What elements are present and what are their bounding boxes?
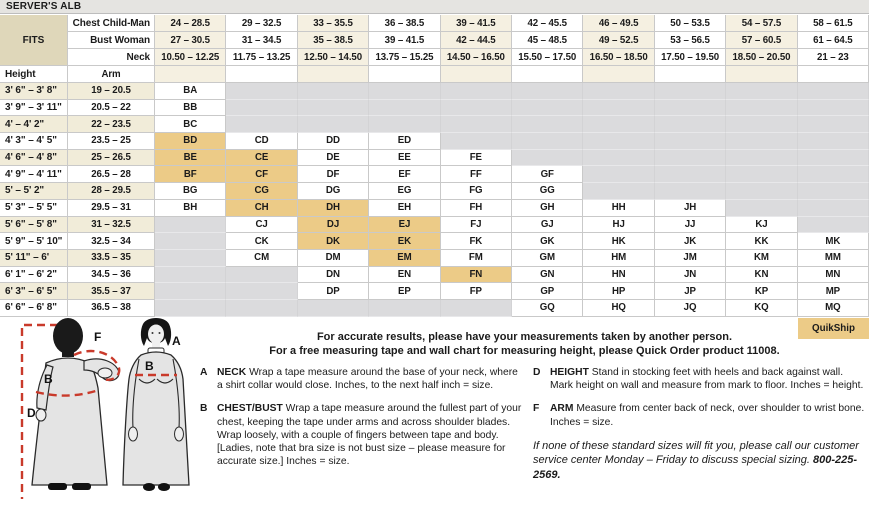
instruction-height — [533, 366, 865, 392]
page-title: SERVER'S ALB — [0, 0, 869, 14]
size-code-cell: FJ — [441, 217, 512, 234]
size-code-cell: GP — [512, 283, 583, 300]
empty-size-cell — [226, 116, 297, 133]
size-code-cell: DD — [298, 133, 369, 150]
empty-size-cell — [583, 133, 654, 150]
size-code-cell: KJ — [726, 217, 797, 234]
header-spacer-cell — [798, 66, 869, 83]
measure-header-row — [68, 15, 869, 32]
table-row — [0, 150, 869, 167]
size-code-cell: BA — [155, 83, 226, 100]
empty-size-cell — [798, 83, 869, 100]
size-code-cell: MQ — [798, 300, 869, 317]
header-spacer-cell — [226, 66, 297, 83]
measure-range-cell: 31 – 34.5 — [226, 32, 297, 49]
measure-range-cell: 27 – 30.5 — [155, 32, 226, 49]
height-cell: 4' 9" – 4' 11" — [0, 166, 68, 183]
measure-range-cell: 11.75 – 13.25 — [226, 49, 297, 66]
empty-size-cell — [655, 83, 726, 100]
size-code-cell: GM — [512, 250, 583, 267]
empty-size-cell — [655, 133, 726, 150]
empty-size-cell — [583, 83, 654, 100]
size-code-cell: EN — [369, 267, 440, 284]
empty-size-cell — [155, 250, 226, 267]
table-row — [0, 100, 869, 117]
arm-cell: 26.5 – 28 — [68, 166, 155, 183]
size-code-cell: DG — [298, 183, 369, 200]
measure-header-row — [68, 49, 869, 66]
instruction-chest-bust — [200, 402, 522, 468]
header-spacer-cell — [655, 66, 726, 83]
height-cell: 5' 11" – 6' — [0, 250, 68, 267]
empty-size-cell — [655, 116, 726, 133]
intro-text — [180, 330, 869, 359]
measure-range-cell: 29 – 32.5 — [226, 15, 297, 32]
measure-row-label: Chest Child-Man — [68, 15, 155, 32]
size-code-cell: CD — [226, 133, 297, 150]
size-code-cell: JJ — [655, 217, 726, 234]
measure-range-cell: 57 – 60.5 — [726, 32, 797, 49]
instruction-neck — [200, 366, 522, 392]
measure-range-cell: 36 – 38.5 — [369, 15, 440, 32]
size-code-cell: DK — [298, 233, 369, 250]
size-code-cell: GF — [512, 166, 583, 183]
empty-size-cell — [583, 150, 654, 167]
arm-cell: 25 – 26.5 — [68, 150, 155, 167]
size-code-cell: DM — [298, 250, 369, 267]
height-cell: 3' 9" – 3' 11" — [0, 100, 68, 117]
size-code-cell: HM — [583, 250, 654, 267]
quikship-badge: QuikShip — [798, 318, 869, 339]
size-code-cell: FH — [441, 200, 512, 217]
empty-size-cell — [798, 200, 869, 217]
empty-size-cell — [512, 150, 583, 167]
instruction-text: Measure from center back of neck, over shoulder to wrist bone. Inches = size. — [550, 403, 865, 428]
size-code-cell: CH — [226, 200, 297, 217]
intro-line-1: For accurate results, please have your measurements taken by another person. — [316, 331, 733, 343]
size-code-cell: EF — [369, 166, 440, 183]
instruction-letter: F — [533, 403, 540, 415]
empty-size-cell — [655, 166, 726, 183]
empty-size-cell — [655, 100, 726, 117]
measure-range-cell: 39 – 41.5 — [369, 32, 440, 49]
height-cell: 6' 1" – 6' 2" — [0, 267, 68, 284]
height-cell: 3' 6" – 3' 8" — [0, 83, 68, 100]
measure-range-cell: 61 – 64.5 — [798, 32, 869, 49]
empty-size-cell — [655, 183, 726, 200]
table-row — [0, 200, 869, 217]
height-cell: 5' 9" – 5' 10" — [0, 233, 68, 250]
header-spacer-cell — [155, 66, 226, 83]
size-code-cell: DE — [298, 150, 369, 167]
empty-size-cell — [512, 133, 583, 150]
size-code-cell: MK — [798, 233, 869, 250]
empty-size-cell — [512, 116, 583, 133]
measure-range-cell: 10.50 – 12.25 — [155, 49, 226, 66]
measure-range-cell: 33 – 35.5 — [298, 15, 369, 32]
arm-cell: 32.5 – 34 — [68, 233, 155, 250]
empty-size-cell — [798, 217, 869, 234]
measure-range-cell: 15.50 – 17.50 — [512, 49, 583, 66]
size-code-cell: HK — [583, 233, 654, 250]
measure-range-cell: 42 – 45.5 — [512, 15, 583, 32]
size-code-cell: HQ — [583, 300, 654, 317]
size-code-cell: GJ — [512, 217, 583, 234]
size-code-cell: GH — [512, 200, 583, 217]
measure-range-cell: 24 – 28.5 — [155, 15, 226, 32]
table-row — [0, 250, 869, 267]
size-code-cell: DF — [298, 166, 369, 183]
empty-size-cell — [798, 166, 869, 183]
height-cell: 4' – 4' 2" — [0, 116, 68, 133]
size-code-cell: FE — [441, 150, 512, 167]
arm-cell: 33.5 – 35 — [68, 250, 155, 267]
size-code-cell: DH — [298, 200, 369, 217]
empty-size-cell — [441, 133, 512, 150]
empty-size-cell — [798, 100, 869, 117]
instruction-text: Wrap a tape measure around the base of your neck, where a shirt collar would close. Inches, to the next half inch = size. — [217, 367, 518, 392]
instructions-left-column — [200, 366, 522, 478]
empty-size-cell — [298, 116, 369, 133]
size-code-cell: CK — [226, 233, 297, 250]
empty-size-cell — [798, 133, 869, 150]
instruction-term: HEIGHT — [550, 367, 589, 378]
height-cell: 5' 3" – 5' 5" — [0, 200, 68, 217]
height-cell: 5' 6" – 5' 8" — [0, 217, 68, 234]
size-code-cell: EP — [369, 283, 440, 300]
measure-header-row — [68, 32, 869, 49]
size-code-cell: GK — [512, 233, 583, 250]
arm-cell: 20.5 – 22 — [68, 100, 155, 117]
size-code-cell: BF — [155, 166, 226, 183]
empty-size-cell — [155, 283, 226, 300]
empty-size-cell — [583, 166, 654, 183]
table-header — [0, 15, 869, 66]
size-code-cell: EH — [369, 200, 440, 217]
size-code-cell: GG — [512, 183, 583, 200]
empty-size-cell — [441, 100, 512, 117]
header-spacer-cell — [726, 66, 797, 83]
empty-size-cell — [441, 300, 512, 317]
table-row — [0, 283, 869, 300]
empty-size-cell — [369, 300, 440, 317]
measure-range-cell: 54 – 57.5 — [726, 15, 797, 32]
height-cell: 5' – 5' 2" — [0, 183, 68, 200]
size-code-cell: KK — [726, 233, 797, 250]
note-text: If none of these standard sizes will fit you, please call our customer service center Monday – Friday to discuss special sizing. — [533, 439, 859, 467]
size-code-cell: DP — [298, 283, 369, 300]
empty-size-cell — [155, 267, 226, 284]
arm-cell: 35.5 – 37 — [68, 283, 155, 300]
empty-size-cell — [226, 83, 297, 100]
size-code-cell: KQ — [726, 300, 797, 317]
size-code-cell: FG — [441, 183, 512, 200]
empty-size-cell — [226, 100, 297, 117]
table-row — [0, 267, 869, 284]
measurement-figures-illustration — [6, 315, 196, 507]
height-cell: 6' 6" – 6' 8" — [0, 300, 68, 317]
size-code-cell: GN — [512, 267, 583, 284]
empty-size-cell — [369, 100, 440, 117]
figure-label-arm: F — [94, 330, 102, 344]
measure-range-cell: 16.50 – 18.50 — [583, 49, 654, 66]
size-code-cell: JN — [655, 267, 726, 284]
table-row — [0, 83, 869, 100]
measure-range-cell: 12.50 – 14.50 — [298, 49, 369, 66]
instruction-letter: D — [533, 367, 541, 378]
size-code-cell: BD — [155, 133, 226, 150]
arm-cell: 23.5 – 25 — [68, 133, 155, 150]
arm-column-header: Arm — [68, 66, 155, 83]
header-spacer-cell — [298, 66, 369, 83]
measure-range-cell: 49 – 52.5 — [583, 32, 654, 49]
arm-cell: 31 – 32.5 — [68, 217, 155, 234]
empty-size-cell — [226, 283, 297, 300]
size-code-cell: FM — [441, 250, 512, 267]
size-code-cell: JK — [655, 233, 726, 250]
measure-range-cell: 14.50 – 16.50 — [441, 49, 512, 66]
height-cell: 4' 3" – 4' 5" — [0, 133, 68, 150]
size-code-cell: ED — [369, 133, 440, 150]
size-code-cell: CF — [226, 166, 297, 183]
figure-label-back-chest: B — [44, 372, 53, 386]
size-code-cell: BC — [155, 116, 226, 133]
empty-size-cell — [726, 83, 797, 100]
empty-size-cell — [298, 300, 369, 317]
special-sizing-note — [533, 439, 865, 483]
header-spacer-cell — [512, 66, 583, 83]
note-phone: 800-225-2569. — [533, 454, 858, 481]
figure-label-neck: A — [172, 334, 181, 348]
size-code-cell: HJ — [583, 217, 654, 234]
empty-size-cell — [726, 166, 797, 183]
header-spacer-cell — [583, 66, 654, 83]
size-code-cell: KM — [726, 250, 797, 267]
table-row — [0, 217, 869, 234]
measure-range-cell: 18.50 – 20.50 — [726, 49, 797, 66]
empty-size-cell — [226, 300, 297, 317]
header-spacer-cell — [441, 66, 512, 83]
size-code-cell: EG — [369, 183, 440, 200]
size-code-cell: JQ — [655, 300, 726, 317]
empty-size-cell — [155, 233, 226, 250]
table-row — [0, 116, 869, 133]
empty-size-cell — [298, 83, 369, 100]
empty-size-cell — [441, 116, 512, 133]
size-code-cell: FP — [441, 283, 512, 300]
arm-cell: 22 – 23.5 — [68, 116, 155, 133]
instruction-arm — [533, 402, 865, 428]
table-row — [0, 166, 869, 183]
arm-cell: 29.5 – 31 — [68, 200, 155, 217]
arm-cell: 19 – 20.5 — [68, 83, 155, 100]
empty-size-cell — [726, 200, 797, 217]
size-code-cell: MP — [798, 283, 869, 300]
measure-range-cell: 42 – 44.5 — [441, 32, 512, 49]
back-view-figure — [32, 318, 119, 490]
size-code-cell: CJ — [226, 217, 297, 234]
size-code-cell: JM — [655, 250, 726, 267]
instruction-text: Wrap a tape measure around the fullest part of your chest, keeping the tape under arms and across shoulder blades. Wrap loosely, with a couple of fingers between tape and body. [Ladies, note that bra size is not bust size – please measure for accurate size.] Inches = size. — [217, 403, 522, 468]
height-cell: 4' 6" – 4' 8" — [0, 150, 68, 167]
empty-size-cell — [298, 100, 369, 117]
instruction-term: CHEST/BUST — [217, 403, 283, 415]
size-code-cell: CE — [226, 150, 297, 167]
height-cell: 6' 3" – 6' 5" — [0, 283, 68, 300]
size-code-cell: FN — [441, 267, 512, 284]
empty-size-cell — [226, 267, 297, 284]
measure-range-cell: 58 – 61.5 — [798, 15, 869, 32]
measure-range-cell: 17.50 – 19.50 — [655, 49, 726, 66]
measure-range-cell: 35 – 38.5 — [298, 32, 369, 49]
size-code-cell: CM — [226, 250, 297, 267]
arm-cell: 34.5 – 36 — [68, 267, 155, 284]
empty-size-cell — [583, 183, 654, 200]
empty-size-cell — [583, 116, 654, 133]
height-column-header: Height — [0, 66, 68, 83]
measure-range-cell: 45 – 48.5 — [512, 32, 583, 49]
instructions-right-column — [533, 366, 865, 482]
empty-size-cell — [726, 183, 797, 200]
empty-size-cell — [726, 150, 797, 167]
size-code-cell: DJ — [298, 217, 369, 234]
instruction-term: ARM — [550, 403, 574, 415]
measure-range-cell: 46 – 49.5 — [583, 15, 654, 32]
size-code-cell: HN — [583, 267, 654, 284]
empty-size-cell — [512, 100, 583, 117]
measure-range-cell: 13.75 – 15.25 — [369, 49, 440, 66]
empty-size-cell — [369, 116, 440, 133]
empty-size-cell — [655, 150, 726, 167]
measure-range-cell: 39 – 41.5 — [441, 15, 512, 32]
empty-size-cell — [726, 133, 797, 150]
size-code-cell: EM — [369, 250, 440, 267]
size-code-cell: EK — [369, 233, 440, 250]
intro-line-2: For a free measuring tape and wall chart for measuring height, please Quick Order product 11008. — [269, 345, 780, 358]
measure-range-cell: 53 – 56.5 — [655, 32, 726, 49]
size-code-cell: BE — [155, 150, 226, 167]
arm-cell: 36.5 – 38 — [68, 300, 155, 317]
empty-size-cell — [369, 83, 440, 100]
size-code-cell: MM — [798, 250, 869, 267]
size-code-cell: EJ — [369, 217, 440, 234]
measure-range-cell: 50 – 53.5 — [655, 15, 726, 32]
size-code-cell: MN — [798, 267, 869, 284]
instruction-text: Stand in stocking feet with heels and back against wall. Mark height on wall and measure from mark to floor. Inches = height. — [550, 367, 864, 392]
instruction-term: NECK — [217, 367, 247, 378]
size-code-cell: JH — [655, 200, 726, 217]
size-code-cell: GQ — [512, 300, 583, 317]
header-spacer-cell — [369, 66, 440, 83]
size-code-cell: KN — [726, 267, 797, 284]
empty-size-cell — [798, 116, 869, 133]
size-code-cell: JP — [655, 283, 726, 300]
measure-row-label: Neck — [68, 49, 155, 66]
empty-size-cell — [441, 83, 512, 100]
table-row — [0, 233, 869, 250]
empty-size-cell — [798, 150, 869, 167]
size-code-cell: BB — [155, 100, 226, 117]
size-code-cell: BG — [155, 183, 226, 200]
empty-size-cell — [583, 100, 654, 117]
size-table — [0, 15, 869, 317]
size-code-cell: KP — [726, 283, 797, 300]
size-code-cell: FK — [441, 233, 512, 250]
measure-row-label: Bust Woman — [68, 32, 155, 49]
instruction-letter: A — [200, 367, 208, 378]
empty-size-cell — [726, 116, 797, 133]
empty-size-cell — [726, 100, 797, 117]
size-code-cell: DN — [298, 267, 369, 284]
figure-label-height: D — [27, 406, 36, 420]
figure-label-bust: B — [145, 359, 154, 373]
size-code-cell: HP — [583, 283, 654, 300]
size-code-cell: FF — [441, 166, 512, 183]
height-arm-header-row — [0, 66, 869, 83]
arm-cell: 28 – 29.5 — [68, 183, 155, 200]
fits-label: FITS — [0, 15, 68, 66]
table-row — [0, 183, 869, 200]
table-row — [0, 133, 869, 150]
measure-range-cell: 21 – 23 — [798, 49, 869, 66]
size-code-cell: BH — [155, 200, 226, 217]
size-code-cell: CG — [226, 183, 297, 200]
size-code-cell: EE — [369, 150, 440, 167]
instruction-letter: B — [200, 403, 208, 415]
empty-size-cell — [512, 83, 583, 100]
empty-size-cell — [798, 183, 869, 200]
empty-size-cell — [155, 217, 226, 234]
size-code-cell: HH — [583, 200, 654, 217]
